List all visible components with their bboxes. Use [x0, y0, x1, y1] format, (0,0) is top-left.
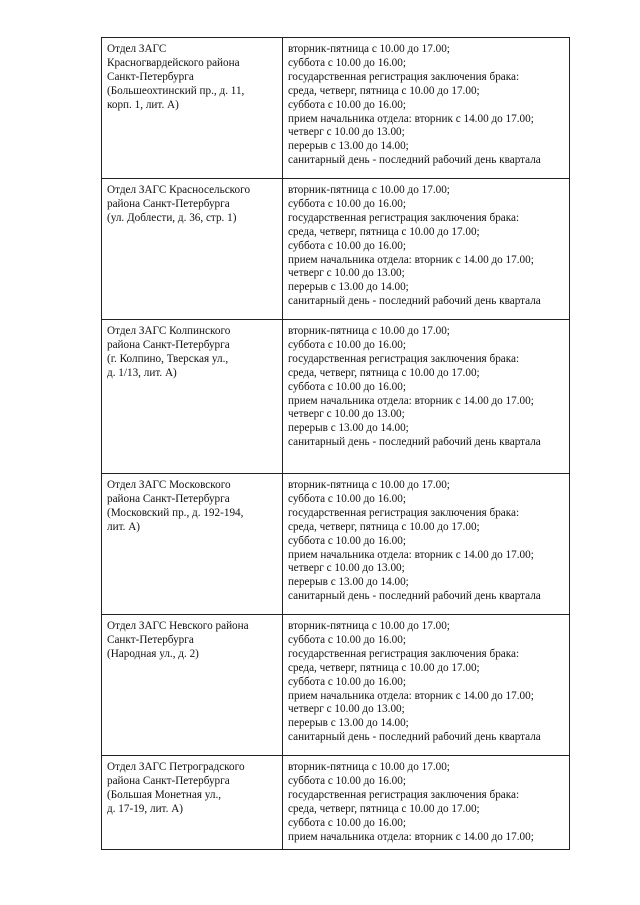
hours-line: суббота с 10.00 до 16.00;	[288, 197, 406, 210]
hours-line: вторник-пятница с 10.00 до 17.00;	[288, 43, 450, 55]
hours-cell	[283, 474, 570, 615]
office-cell	[102, 756, 283, 850]
hours-line: санитарный день - последний рабочий день квартала	[288, 590, 541, 603]
office-line: Красногвардейского района	[107, 56, 240, 69]
hours-line: суббота с 10.00 до 16.00;	[288, 380, 406, 393]
office-line: (Народная ул., д. 2)	[107, 647, 199, 660]
office-line: района Санкт-Петербурга	[107, 492, 230, 505]
hours-line: четверг с 10.00 до 13.00;	[288, 703, 405, 716]
office-cell	[102, 615, 283, 756]
hours-line: суббота с 10.00 до 16.00;	[288, 338, 406, 351]
hours-line: среда, четверг, пятница с 10.00 до 17.00;	[288, 225, 480, 238]
hours-line: прием начальника отдела: вторник с 14.00 до 17.00;	[288, 394, 534, 407]
office-line: Санкт-Петербурга	[107, 633, 194, 646]
office-line: района Санкт-Петербурга	[107, 338, 230, 351]
hours-line: вторник-пятница с 10.00 до 17.00;	[288, 325, 450, 337]
schedule-table-body	[102, 38, 570, 850]
office-line: (ул. Доблести, д. 36, стр. 1)	[107, 211, 237, 224]
hours-line: прием начальника отдела: вторник с 14.00 до 17.00;	[288, 548, 534, 561]
office-line: Отдел ЗАГС Невского района	[107, 620, 249, 632]
hours-line: суббота с 10.00 до 16.00;	[288, 633, 406, 646]
office-line: (г. Колпино, Тверская ул.,	[107, 352, 229, 365]
hours-line: государственная регистрация заключения брака:	[288, 211, 520, 224]
office-line: (Большеохтинский пр., д. 11,	[107, 84, 245, 97]
office-line: Отдел ЗАГС	[107, 43, 167, 55]
table-row	[102, 320, 570, 474]
office-line: района Санкт-Петербурга	[107, 774, 230, 787]
office-line: д. 17-19, лит. А)	[107, 802, 183, 815]
hours-line: государственная регистрация заключения брака:	[288, 352, 520, 365]
hours-line: вторник-пятница с 10.00 до 17.00;	[288, 184, 450, 196]
hours-line: перерыв с 13.00 до 14.00;	[288, 140, 409, 153]
hours-line: прием начальника отдела: вторник с 14.00 до 17.00;	[288, 689, 534, 702]
hours-line: суббота с 10.00 до 16.00;	[288, 816, 406, 829]
hours-line: суббота с 10.00 до 16.00;	[288, 774, 406, 787]
hours-line: санитарный день - последний рабочий день квартала	[288, 731, 541, 744]
office-line: Отдел ЗАГС Колпинского	[107, 325, 231, 337]
office-line: района Санкт-Петербурга	[107, 197, 230, 210]
office-cell	[102, 38, 283, 179]
hours-line: суббота с 10.00 до 16.00;	[288, 534, 406, 547]
hours-cell	[283, 38, 570, 179]
hours-line: суббота с 10.00 до 16.00;	[288, 98, 406, 111]
office-cell	[102, 320, 283, 474]
office-line: Отдел ЗАГС Московского	[107, 479, 231, 491]
hours-line: государственная регистрация заключения брака:	[288, 647, 520, 660]
hours-line: среда, четверг, пятница с 10.00 до 17.00;	[288, 366, 480, 379]
hours-line: суббота с 10.00 до 16.00;	[288, 56, 406, 69]
hours-line: прием начальника отдела: вторник с 14.00 до 17.00;	[288, 253, 534, 266]
hours-line: перерыв с 13.00 до 14.00;	[288, 281, 409, 294]
office-cell	[102, 474, 283, 615]
office-line: лит. А)	[107, 520, 141, 533]
hours-line: вторник-пятница с 10.00 до 17.00;	[288, 479, 450, 491]
office-line: Отдел ЗАГС Красносельского	[107, 184, 251, 196]
table-row	[102, 474, 570, 615]
hours-line: суббота с 10.00 до 16.00;	[288, 239, 406, 252]
hours-line: перерыв с 13.00 до 14.00;	[288, 422, 409, 435]
hours-line: среда, четверг, пятница с 10.00 до 17.00;	[288, 802, 480, 815]
office-line: Санкт-Петербурга	[107, 70, 194, 83]
hours-line: среда, четверг, пятница с 10.00 до 17.00;	[288, 520, 480, 533]
table-row	[102, 615, 570, 756]
hours-line: четверг с 10.00 до 13.00;	[288, 126, 405, 139]
hours-line: четверг с 10.00 до 13.00;	[288, 562, 405, 575]
hours-cell	[283, 320, 570, 474]
hours-line: вторник-пятница с 10.00 до 17.00;	[288, 620, 450, 632]
hours-line: прием начальника отдела: вторник с 14.00 до 17.00;	[288, 830, 534, 843]
office-line: (Большая Монетная ул.,	[107, 788, 222, 801]
hours-line: четверг с 10.00 до 13.00;	[288, 408, 405, 421]
hours-cell	[283, 756, 570, 850]
zags-schedule-table	[101, 37, 570, 850]
hours-line: перерыв с 13.00 до 14.00;	[288, 576, 409, 589]
hours-line: санитарный день - последний рабочий день квартала	[288, 436, 541, 449]
office-line: корп. 1, лит. А)	[107, 98, 179, 111]
office-line: д. 1/13, лит. А)	[107, 366, 177, 379]
table-row	[102, 38, 570, 179]
hours-line: среда, четверг, пятница с 10.00 до 17.00;	[288, 84, 480, 97]
office-cell	[102, 179, 283, 320]
hours-line: государственная регистрация заключения брака:	[288, 506, 520, 519]
hours-line: государственная регистрация заключения брака:	[288, 788, 520, 801]
hours-cell	[283, 615, 570, 756]
hours-line: суббота с 10.00 до 16.00;	[288, 492, 406, 505]
hours-line: прием начальника отдела: вторник с 14.00 до 17.00;	[288, 112, 534, 125]
hours-line: санитарный день - последний рабочий день квартала	[288, 154, 541, 167]
office-line: (Московский пр., д. 192-194,	[107, 506, 244, 519]
hours-line: государственная регистрация заключения брака:	[288, 70, 520, 83]
office-line: Отдел ЗАГС Петроградского	[107, 761, 245, 773]
hours-line: вторник-пятница с 10.00 до 17.00;	[288, 761, 450, 773]
hours-line: суббота с 10.00 до 16.00;	[288, 675, 406, 688]
hours-line: четверг с 10.00 до 13.00;	[288, 267, 405, 280]
hours-cell	[283, 179, 570, 320]
hours-line: санитарный день - последний рабочий день квартала	[288, 295, 541, 308]
hours-line: перерыв с 13.00 до 14.00;	[288, 717, 409, 730]
hours-line: среда, четверг, пятница с 10.00 до 17.00;	[288, 661, 480, 674]
table-row	[102, 756, 570, 850]
table-row	[102, 179, 570, 320]
